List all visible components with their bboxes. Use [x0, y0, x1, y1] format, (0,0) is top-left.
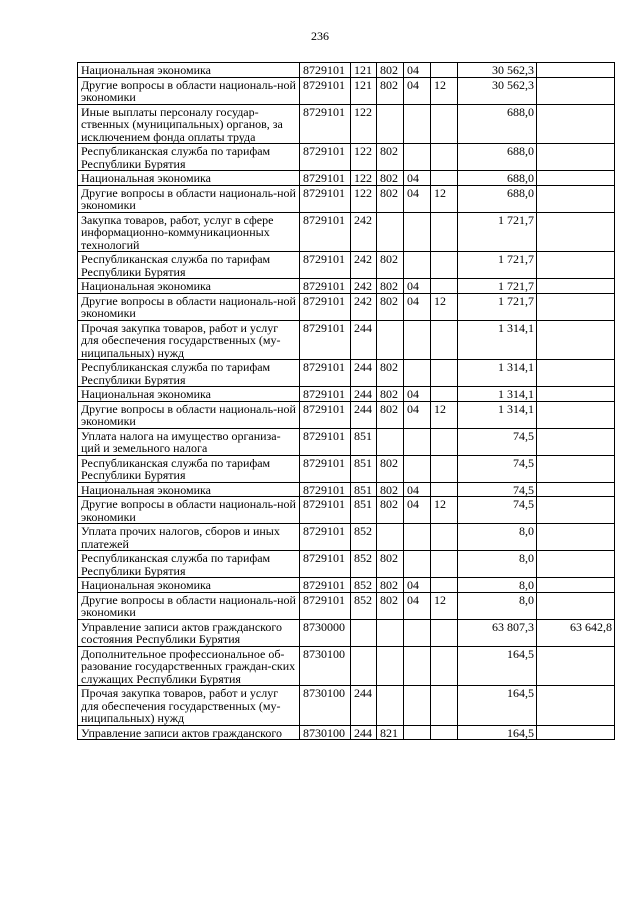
- row-subsection: [431, 320, 458, 360]
- table-row: [78, 551, 615, 578]
- row-sum-2: [537, 592, 615, 619]
- row-sum-1: 164,5: [458, 686, 537, 726]
- row-name: Другие вопросы в области националь-ной экономики: [78, 592, 300, 619]
- row-section: [404, 725, 431, 740]
- row-section: 04: [404, 497, 431, 524]
- row-sum-1: 63 807,3: [458, 619, 537, 646]
- row-section: [404, 524, 431, 551]
- row-subsection: [431, 104, 458, 144]
- row-name: Закупка товаров, работ, услуг в сфере информационно-коммуникационных технологий: [78, 212, 300, 252]
- row-admin-code: 802: [377, 252, 404, 279]
- row-expense-type: 244: [351, 360, 377, 387]
- row-subsection: 12: [431, 497, 458, 524]
- table-row: [78, 212, 615, 252]
- row-sum-2: [537, 360, 615, 387]
- row-admin-code: 802: [377, 497, 404, 524]
- row-sum-1: 8,0: [458, 578, 537, 593]
- row-subsection: [431, 551, 458, 578]
- row-admin-code: [377, 428, 404, 455]
- row-subsection: [431, 686, 458, 726]
- row-admin-code: [377, 320, 404, 360]
- row-section: 04: [404, 482, 431, 497]
- table-row: [78, 252, 615, 279]
- row-expense-type: 244: [351, 387, 377, 402]
- table-row: [78, 77, 615, 104]
- row-section: [404, 428, 431, 455]
- row-expense-type: 244: [351, 320, 377, 360]
- row-target-code: 8729101: [300, 293, 351, 320]
- row-sum-2: [537, 482, 615, 497]
- row-admin-code: 802: [377, 482, 404, 497]
- row-name: Национальная экономика: [78, 482, 300, 497]
- row-name: Прочая закупка товаров, работ и услуг для обеспечения государственных (му-ниципальных) нужд: [78, 320, 300, 360]
- table-row: [78, 619, 615, 646]
- table-row: [78, 63, 615, 78]
- row-admin-code: 802: [377, 144, 404, 171]
- table-row: [78, 482, 615, 497]
- row-subsection: [431, 63, 458, 78]
- row-sum-1: 1 721,7: [458, 293, 537, 320]
- table-row: [78, 279, 615, 294]
- row-sum-2: [537, 212, 615, 252]
- row-sum-2: [537, 387, 615, 402]
- row-section: 04: [404, 401, 431, 428]
- row-expense-type: 121: [351, 63, 377, 78]
- table-row: [78, 455, 615, 482]
- row-admin-code: 802: [377, 293, 404, 320]
- row-subsection: [431, 619, 458, 646]
- row-expense-type: 851: [351, 428, 377, 455]
- row-expense-type: 852: [351, 592, 377, 619]
- row-expense-type: 122: [351, 185, 377, 212]
- row-sum-1: 74,5: [458, 455, 537, 482]
- row-expense-type: 852: [351, 551, 377, 578]
- row-section: [404, 252, 431, 279]
- row-admin-code: [377, 212, 404, 252]
- row-target-code: 8729101: [300, 320, 351, 360]
- row-sum-1: 688,0: [458, 104, 537, 144]
- row-sum-1: 30 562,3: [458, 63, 537, 78]
- row-target-code: 8729101: [300, 171, 351, 186]
- row-subsection: [431, 482, 458, 497]
- row-subsection: [431, 144, 458, 171]
- row-sum-1: 688,0: [458, 171, 537, 186]
- row-section: 04: [404, 592, 431, 619]
- row-sum-1: 1 721,7: [458, 252, 537, 279]
- row-subsection: [431, 212, 458, 252]
- row-sum-2: [537, 401, 615, 428]
- row-section: 04: [404, 279, 431, 294]
- row-name: Другие вопросы в области националь-ной экономики: [78, 185, 300, 212]
- row-admin-code: [377, 686, 404, 726]
- row-subsection: [431, 455, 458, 482]
- row-expense-type: 244: [351, 401, 377, 428]
- row-sum-2: [537, 252, 615, 279]
- row-target-code: 8729101: [300, 551, 351, 578]
- row-target-code: 8729101: [300, 212, 351, 252]
- row-name: Республиканская служба по тарифам Республики Бурятия: [78, 252, 300, 279]
- row-target-code: 8729101: [300, 104, 351, 144]
- row-subsection: [431, 171, 458, 186]
- row-sum-1: 1 314,1: [458, 401, 537, 428]
- table-row: [78, 578, 615, 593]
- row-expense-type: 242: [351, 252, 377, 279]
- row-sum-1: 74,5: [458, 428, 537, 455]
- row-sum-1: 8,0: [458, 592, 537, 619]
- row-target-code: 8730100: [300, 725, 351, 740]
- row-admin-code: 802: [377, 592, 404, 619]
- row-sum-2: [537, 646, 615, 686]
- row-expense-type: 244: [351, 725, 377, 740]
- row-sum-1: 1 721,7: [458, 212, 537, 252]
- row-subsection: [431, 646, 458, 686]
- row-sum-2: [537, 497, 615, 524]
- row-target-code: 8729101: [300, 185, 351, 212]
- row-expense-type: 242: [351, 293, 377, 320]
- table-row: [78, 524, 615, 551]
- row-sum-2: [537, 63, 615, 78]
- row-admin-code: [377, 619, 404, 646]
- row-admin-code: 802: [377, 279, 404, 294]
- row-expense-type: [351, 646, 377, 686]
- row-admin-code: 802: [377, 185, 404, 212]
- page-number: 236: [311, 29, 329, 43]
- row-section: [404, 619, 431, 646]
- row-target-code: 8729101: [300, 428, 351, 455]
- row-sum-2: 63 642,8: [537, 619, 615, 646]
- row-name: Управление записи актов гражданского: [78, 725, 300, 740]
- table-row: [78, 144, 615, 171]
- row-subsection: 12: [431, 592, 458, 619]
- table-row: [78, 725, 615, 740]
- table-row: [78, 401, 615, 428]
- row-target-code: 8729101: [300, 387, 351, 402]
- row-subsection: [431, 578, 458, 593]
- row-subsection: 12: [431, 293, 458, 320]
- row-section: 04: [404, 578, 431, 593]
- row-section: [404, 646, 431, 686]
- row-name: Другие вопросы в области националь-ной экономики: [78, 77, 300, 104]
- row-sum-1: 1 314,1: [458, 387, 537, 402]
- row-sum-2: [537, 77, 615, 104]
- row-section: 04: [404, 171, 431, 186]
- row-name: Национальная экономика: [78, 578, 300, 593]
- row-section: 04: [404, 77, 431, 104]
- row-sum-2: [537, 320, 615, 360]
- row-target-code: 8729101: [300, 592, 351, 619]
- table-row: [78, 293, 615, 320]
- row-sum-2: [537, 279, 615, 294]
- row-expense-type: 244: [351, 686, 377, 726]
- table-row: [78, 646, 615, 686]
- table-row: [78, 185, 615, 212]
- row-sum-2: [537, 293, 615, 320]
- row-subsection: [431, 360, 458, 387]
- row-target-code: 8729101: [300, 578, 351, 593]
- row-sum-2: [537, 144, 615, 171]
- table-row: [78, 428, 615, 455]
- row-section: 04: [404, 293, 431, 320]
- row-expense-type: [351, 619, 377, 646]
- budget-table-body: [78, 63, 615, 740]
- row-name: Уплата налога на имущество организа-ций и земельного налога: [78, 428, 300, 455]
- row-target-code: 8729101: [300, 144, 351, 171]
- row-subsection: 12: [431, 401, 458, 428]
- row-sum-2: [537, 551, 615, 578]
- row-subsection: [431, 524, 458, 551]
- row-section: [404, 455, 431, 482]
- row-expense-type: 122: [351, 144, 377, 171]
- row-expense-type: 851: [351, 455, 377, 482]
- row-sum-1: 8,0: [458, 551, 537, 578]
- row-subsection: [431, 279, 458, 294]
- row-name: Другие вопросы в области националь-ной экономики: [78, 497, 300, 524]
- row-target-code: 8729101: [300, 482, 351, 497]
- row-target-code: 8729101: [300, 360, 351, 387]
- table-row: [78, 104, 615, 144]
- row-sum-2: [537, 686, 615, 726]
- row-sum-1: 688,0: [458, 185, 537, 212]
- row-target-code: 8730000: [300, 619, 351, 646]
- row-target-code: 8729101: [300, 279, 351, 294]
- row-name: Управление записи актов гражданского состояния Республики Бурятия: [78, 619, 300, 646]
- row-section: [404, 212, 431, 252]
- row-target-code: 8730100: [300, 686, 351, 726]
- row-sum-1: 688,0: [458, 144, 537, 171]
- row-section: [404, 360, 431, 387]
- row-admin-code: 802: [377, 63, 404, 78]
- row-sum-1: 1 314,1: [458, 320, 537, 360]
- row-sum-2: [537, 725, 615, 740]
- row-name: Иные выплаты персоналу государ-ственных (муниципальных) органов, за исключением фонда оплаты труда: [78, 104, 300, 144]
- row-section: [404, 551, 431, 578]
- row-name: Дополнительное профессиональное об-разование государственных граждан-ских служащих Республики Бурятия: [78, 646, 300, 686]
- row-sum-1: 164,5: [458, 646, 537, 686]
- row-admin-code: 802: [377, 578, 404, 593]
- row-expense-type: 122: [351, 171, 377, 186]
- row-name: Республиканская служба по тарифам Республики Бурятия: [78, 551, 300, 578]
- row-sum-1: 74,5: [458, 482, 537, 497]
- row-expense-type: 851: [351, 482, 377, 497]
- row-target-code: 8729101: [300, 497, 351, 524]
- row-admin-code: 802: [377, 77, 404, 104]
- row-name: Национальная экономика: [78, 387, 300, 402]
- row-target-code: 8729101: [300, 252, 351, 279]
- row-name: Национальная экономика: [78, 279, 300, 294]
- row-subsection: [431, 725, 458, 740]
- row-expense-type: 852: [351, 524, 377, 551]
- row-section: 04: [404, 185, 431, 212]
- row-expense-type: 852: [351, 578, 377, 593]
- row-sum-2: [537, 455, 615, 482]
- row-target-code: 8730100: [300, 646, 351, 686]
- table-row: [78, 171, 615, 186]
- row-sum-1: 74,5: [458, 497, 537, 524]
- row-sum-2: [537, 185, 615, 212]
- budget-table: [77, 62, 615, 740]
- row-target-code: 8729101: [300, 401, 351, 428]
- row-sum-2: [537, 578, 615, 593]
- row-section: [404, 686, 431, 726]
- row-admin-code: 802: [377, 551, 404, 578]
- row-sum-1: 30 562,3: [458, 77, 537, 104]
- row-admin-code: [377, 524, 404, 551]
- row-name: Прочая закупка товаров, работ и услуг для обеспечения государственных (му-ниципальных) нужд: [78, 686, 300, 726]
- row-sum-1: 8,0: [458, 524, 537, 551]
- row-expense-type: 121: [351, 77, 377, 104]
- row-name: Республиканская служба по тарифам Республики Бурятия: [78, 455, 300, 482]
- row-subsection: 12: [431, 185, 458, 212]
- table-row: [78, 497, 615, 524]
- table-row: [78, 360, 615, 387]
- row-name: Другие вопросы в области националь-ной экономики: [78, 293, 300, 320]
- row-subsection: 12: [431, 77, 458, 104]
- row-section: [404, 320, 431, 360]
- row-sum-2: [537, 171, 615, 186]
- row-admin-code: [377, 104, 404, 144]
- row-sum-2: [537, 428, 615, 455]
- table-row: [78, 320, 615, 360]
- row-name: Республиканская служба по тарифам Республики Бурятия: [78, 360, 300, 387]
- row-subsection: [431, 428, 458, 455]
- row-admin-code: 802: [377, 387, 404, 402]
- row-sum-1: 1 314,1: [458, 360, 537, 387]
- row-expense-type: 851: [351, 497, 377, 524]
- table-row: [78, 592, 615, 619]
- row-section: [404, 144, 431, 171]
- row-section: [404, 104, 431, 144]
- row-expense-type: 242: [351, 279, 377, 294]
- row-sum-1: 1 721,7: [458, 279, 537, 294]
- row-admin-code: 821: [377, 725, 404, 740]
- row-admin-code: 802: [377, 401, 404, 428]
- row-admin-code: 802: [377, 171, 404, 186]
- row-target-code: 8729101: [300, 77, 351, 104]
- row-section: 04: [404, 63, 431, 78]
- row-subsection: [431, 387, 458, 402]
- table-row: [78, 387, 615, 402]
- row-name: Другие вопросы в области националь-ной экономики: [78, 401, 300, 428]
- table-row: [78, 686, 615, 726]
- row-admin-code: [377, 646, 404, 686]
- row-expense-type: 242: [351, 212, 377, 252]
- row-sum-2: [537, 104, 615, 144]
- row-name: Республиканская служба по тарифам Республики Бурятия: [78, 144, 300, 171]
- row-subsection: [431, 252, 458, 279]
- row-name: Национальная экономика: [78, 171, 300, 186]
- row-expense-type: 122: [351, 104, 377, 144]
- row-sum-2: [537, 524, 615, 551]
- row-admin-code: 802: [377, 360, 404, 387]
- row-name: Национальная экономика: [78, 63, 300, 78]
- row-admin-code: 802: [377, 455, 404, 482]
- row-name: Уплата прочих налогов, сборов и иных платежей: [78, 524, 300, 551]
- row-target-code: 8729101: [300, 455, 351, 482]
- row-target-code: 8729101: [300, 63, 351, 78]
- row-section: 04: [404, 387, 431, 402]
- row-sum-1: 164,5: [458, 725, 537, 740]
- row-target-code: 8729101: [300, 524, 351, 551]
